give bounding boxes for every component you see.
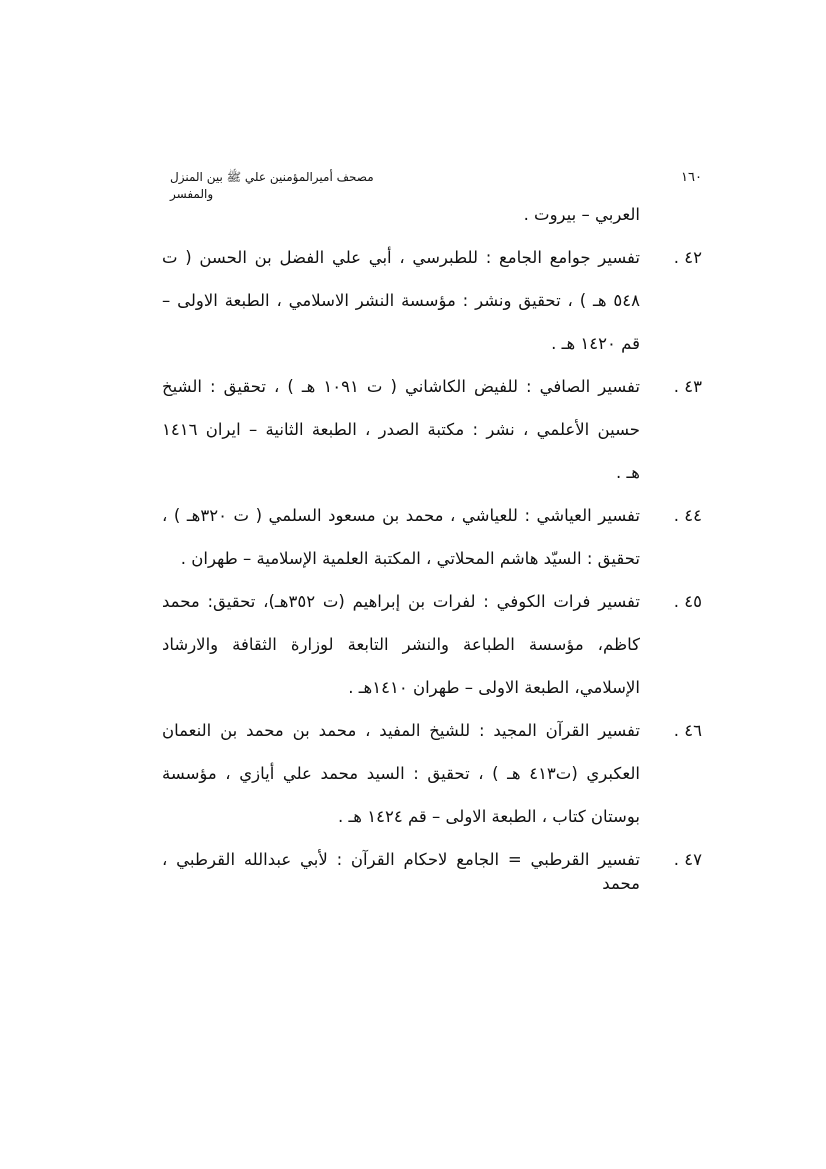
entry-line: هـ . xyxy=(615,463,640,482)
entry-line: تفسير القرآن المجيد : للشيخ المفيد ، محمد بن محمد بن النعمان xyxy=(162,721,640,740)
continuation-line: العربي – بيروت . xyxy=(523,205,640,224)
entry-line: تفسير جوامع الجامع : للطبرسي ، أبي علي الفضل بن الحسن ( ت xyxy=(162,248,640,267)
entry-line: قم ١٤٢٠ هـ . xyxy=(551,334,640,353)
entry-line: تفسير الصافي : للفيض الكاشاني ( ت ١٠٩١ هـ ) ، تحقيق : الشيخ xyxy=(162,377,640,396)
entry-line: الإسلامي، الطبعة الاولى – طهران ١٤١٠هـ . xyxy=(348,678,640,697)
entry-line: بوستان كتاب ، الطبعة الاولى – قم ١٤٢٤ هـ . xyxy=(337,807,640,826)
entry-number: ٤٣ . xyxy=(673,377,702,396)
entry-line: تفسير فرات الكوفي : لفرات بن إبراهيم (ت ٣٥٢هـ)، تحقيق: محمد xyxy=(162,592,640,611)
entry-number: ٤٧ . xyxy=(673,850,702,869)
entry-line: كاظم، مؤسسة الطباعة والنشر التابعة لوزارة الثقافة والارشاد xyxy=(162,635,640,654)
page-number: ١٦٠ xyxy=(681,170,702,185)
entry-number: ٤٦ . xyxy=(673,721,702,740)
running-title: مصحف أميرالمؤمنين علي ﷺ بين المنزل والمفسر xyxy=(170,170,374,201)
entry-line: العكبري (ت٤١٣ هـ ) ، تحقيق : السيد محمد علي أيازي ، مؤسسة xyxy=(162,764,641,783)
entry-line: تفسير العياشي : للعياشي ، محمد بن مسعود السلمي ( ت ٣٢٠هـ ) ، xyxy=(162,506,640,525)
entry-line: تفسير القرطبي = الجامع لاحكام القرآن : لأبي عبدالله القرطبي ، محمد xyxy=(162,850,640,893)
entry-line: ٥٤٨ هـ ) ، تحقيق ونشر : مؤسسة النشر الاسلامي ، الطبعة الاولى – xyxy=(162,291,640,310)
entry-line: تحقيق : السيّد هاشم المحلاتي ، المكتبة العلمية الإسلامية – طهران . xyxy=(180,549,640,568)
entry-number: ٤٢ . xyxy=(673,248,702,267)
entry-line: حسين الأعلمي ، نشر : مكتبة الصدر ، الطبعة الثانية – ايران ١٤١٦ xyxy=(162,420,640,439)
entry-number: ٤٤ . xyxy=(673,506,702,525)
entry-number: ٤٥ . xyxy=(673,592,702,611)
